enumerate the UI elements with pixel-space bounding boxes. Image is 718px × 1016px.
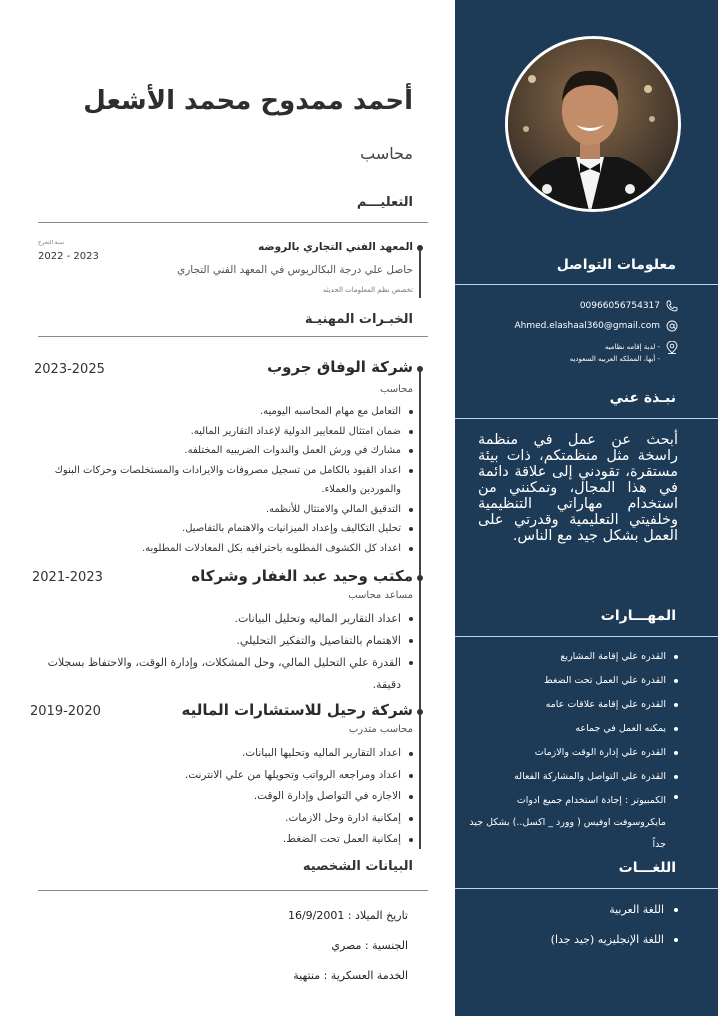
languages-heading: اللغـــات: [618, 860, 676, 876]
skill-item: الكمبيوتر : إجادة استخدام جميع ادوات مايكروسوفت اوفيس ( وورد _ اكسل..) بشكل جيد جداً: [468, 790, 678, 856]
duty-item: اعداد التقارير الماليه وتحليل البيانات.: [23, 608, 413, 630]
contact-email: [515, 320, 678, 332]
contact-divider: [455, 284, 718, 285]
education-timeline: [419, 250, 421, 298]
languages-divider: [455, 888, 718, 889]
email-text[interactable]: Ahmed.elashaal360@gmail.com: [514, 321, 660, 331]
job-date: 2019-2020: [30, 704, 101, 719]
personal-divider: [38, 890, 428, 891]
job-role: محاسب: [379, 384, 413, 395]
language-item: اللغة العربية: [551, 903, 678, 916]
education-degree: حاصل علي درجة البكالريوس في المعهد الفني التجاري: [177, 264, 413, 276]
personal-heading: البيانات الشخصيه: [302, 859, 413, 874]
contact-heading: معلومات التواصل: [556, 257, 676, 273]
job-date: 2021-2023: [32, 570, 103, 585]
education-divider: [38, 222, 428, 223]
graduation-date: 2022 - 2023: [38, 251, 99, 262]
duty-item: اعداد ومراجعه الرواتب وتحويلها من علي الانترنت.: [43, 765, 413, 787]
residence-text: - لدية إقامه نظاميه: [604, 343, 660, 351]
skills-list: [468, 650, 678, 867]
job-role: محاسب متدرب: [348, 724, 413, 735]
skill-item: القدره علي إقامة علاقات عامه: [468, 698, 678, 711]
duty-item: تحليل التكاليف وإعداد الميزانيات والاهتمام بالتفاصيل.: [43, 519, 413, 539]
languages-list: [551, 903, 678, 963]
skills-heading: المهـــارات: [600, 608, 676, 624]
experience-divider: [38, 336, 428, 337]
location-text: - أبها، المملكه العربيه السعوديه: [569, 355, 660, 363]
duty-item: إمكانية ادارة وحل الازمات.: [43, 808, 413, 830]
person-name: أحمد ممدوح محمد الأشعل: [83, 86, 413, 116]
duty-item: التدقيق المالي والامتثال للأنظمه.: [43, 500, 413, 520]
language-item: اللغة الإنجليزيه (جيد جدا): [551, 933, 678, 946]
skill-item: القدره علي إقامة المشاريع: [468, 650, 678, 663]
at-icon: [666, 320, 678, 332]
job-role: مساعد محاسب: [348, 590, 413, 601]
about-text: أبحث عن عمل في منظمة راسخة مثل منظمتكم، ذات بيئة مستقرة، تقودني إلى علاقة دائمة في هذا المجال، وتمكنني من استخدام مهاراتي التنظيمية وخلفيتي التعليمية وقدرتي على العمل بشكل جيد مع الناس.: [478, 432, 678, 544]
duty-item: إمكانية العمل تحت الضغط.: [43, 829, 413, 851]
birth-date: تاريخ الميلاد : 16/9/2001: [287, 909, 408, 922]
education-heading: التعليـــم: [356, 195, 413, 210]
skill-item: القدره علي إدارة الوقت والازمات: [468, 746, 678, 759]
skill-item: القدرة علي التواصل والمشاركة الفعاله: [468, 770, 678, 783]
phone-icon: [666, 300, 678, 312]
sidebar: [455, 0, 718, 1016]
contact-phone: [580, 300, 678, 312]
duty-item: ضمان امتثال للمعايير الدولية لإعداد التقارير الماليه.: [43, 422, 413, 442]
timeline-dot: [417, 366, 423, 372]
job-duties: [23, 608, 413, 696]
duty-item: التعامل مع مهام المحاسبه اليوميه.: [43, 402, 413, 422]
phone-text: 00966056754317: [579, 301, 660, 311]
about-heading: نبـذة عني: [609, 390, 676, 406]
about-divider: [455, 418, 718, 419]
military-status: الخدمة العسكرية : منتهية: [293, 969, 408, 982]
job-company: شركة رحيل للاستشارات الماليه: [181, 701, 413, 719]
job-date: 2023-2025: [34, 362, 105, 377]
nationality: الجنسية : مصري: [331, 939, 408, 952]
job-company: مكتب وحيد عبد الغفار وشركاه: [191, 567, 413, 585]
education-school: المعهد الفني التجاري بالروضه: [258, 241, 413, 253]
skills-divider: [455, 636, 718, 637]
timeline-dot: [417, 709, 423, 715]
duty-item: الاجازه في التواصل وإدارة الوقت.: [43, 786, 413, 808]
experience-heading: الخبـرات المهنيـة: [304, 312, 413, 327]
contact-location: [570, 341, 678, 365]
duty-item: اعداد كل الكشوف المطلوبه باحترافيه بكل المعادلات المطلوبه.: [43, 539, 413, 559]
duty-item: اعداد التقارير الماليه وتحليها البيانات.: [43, 743, 413, 765]
profile-photo: [505, 36, 681, 212]
profile-photo-illustration: [505, 39, 678, 212]
job-duties: [43, 402, 413, 558]
duty-item: اعداد القيود بالكامل من تسجيل مصروفات والايرادات والمستخلصات وحركات البنوك والموردين والعملاء.: [43, 461, 413, 500]
duty-item: مشارك في ورش العمل والندوات الضريبيه المختلفه.: [43, 441, 413, 461]
timeline-dot: [417, 575, 423, 581]
experience-timeline: [419, 369, 421, 849]
skill-item: يمكنه العمل في جماعه: [468, 722, 678, 735]
education-specialization: تخصص نظم المعلومات الحديثه: [322, 286, 413, 294]
duty-item: القدرة علي التحليل المالي، وحل المشكلات، وإدارة الوقت، والاحتفاظ بسجلات دقيقة.: [23, 652, 413, 696]
duty-item: الاهتمام بالتفاصيل والتفكير التحليلي.: [23, 630, 413, 652]
job-title: محاسب: [360, 144, 413, 163]
skill-item: القدرة علي العمل تحت الضغط: [468, 674, 678, 687]
job-company: شركة الوفاق جروب: [267, 358, 413, 376]
graduation-label: سنة التخرج: [38, 240, 64, 246]
job-duties: [43, 743, 413, 851]
location-pin-icon: [666, 341, 678, 353]
